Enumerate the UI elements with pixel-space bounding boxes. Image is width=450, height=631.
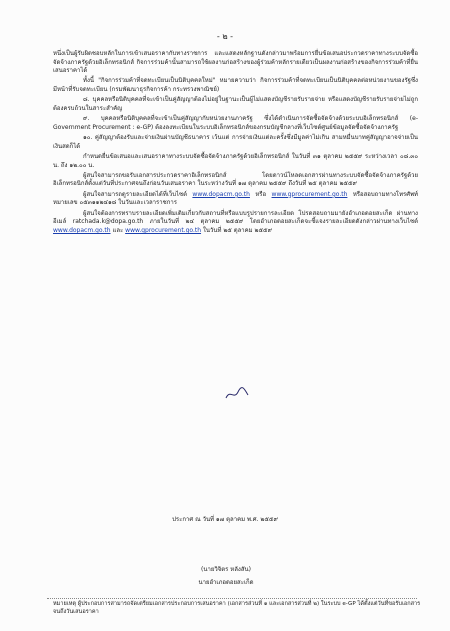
- paragraph-definition: ทั้งนี้ "กิจการร่วมค้าที่จดทะเบียนเป็นนิติบุคคลใหม่" หมายความว่า กิจการร่วมค้าที่จดทะเบียนเป็นนิติบุคคลต่อหน่วยงานของรัฐซึ่งมีหน้าที่รับจดทะเบียน (กรมพัฒนาธุรกิจการค้า กระทรวงพาณิชย์): [53, 77, 418, 94]
- paragraph-contact: ผู้สนใจต้องการทราบรายละเอียดเพิ่มเติมเกี่ยวกับสถานที่หรือแบบรูปรายการละเอียด โปรดสอบถามมายังอำเภอดอยสะเก็ด ผ่านทางอีเมล์ ratchada.k@dopa.go.th ภายในวันที่ ๒๔ ตุลาคม ๒๕๕๙ โดยอำเภอดอยสะเก็ดจะชี้แจงรายละเอียดดังกล่าวผ่านทางเว็บไซต์ www.dopacm.go.th และ www.gprocurement.go.th ในวันที่ ๒๕ ตุลาคม ๒๕๕๙: [53, 209, 418, 234]
- page-number: - ๒ -: [216, 32, 234, 41]
- contact-email[interactable]: ratchada.k@dopa.go.th: [72, 218, 144, 226]
- dopacm-link[interactable]: www.dopacm.go.th: [192, 190, 250, 198]
- dopacm-link-2[interactable]: www.dopacm.go.th: [53, 226, 111, 234]
- footnote: หมายเหตุ ผู้ประกอบการสามารถจัดเตรียมเอกสารประกอบการเสนอราคา (เอกสารส่วนที่ ๑ และเอกสารส่วนที่ ๒) ในระบบ e-GP ได้ตั้งแต่วันที่ขอรับเอกสารจนถึงวันเสนอราคา: [53, 601, 421, 615]
- announcement-date: ประกาศ ณ วันที่ ๑๗ ตุลาคม พ.ศ. ๒๕๕๙: [172, 516, 278, 523]
- paragraph-download: ผู้สนใจสามารถขอรับเอกสารประกวดราคาอิเล็กทรอนิกส์ โดยดาวน์โหลดเอกสารผ่านทางระบบจัดซื้อจัดจ้างภาครัฐด้วยอิเล็กทรอนิกส์ตั้งแต่วันที่ประกาศจนถึงก่อนวันเสนอราคา ในระหว่างวันที่ ๑๗ ตุลาคม ๒๕๕๙ ถึงวันที่ ๒๕ ตุลาคม ๒๕๕๙: [53, 171, 418, 188]
- footnote-divider: [47, 598, 417, 599]
- document-body: [53, 50, 418, 237]
- paragraph-item-10: ๑๐. คู่สัญญาต้องรับและจ่ายเงินผ่านบัญชีธนาคาร เว้นแต่ การจ่ายเงินแต่ละครั้งซึ่งมีมูลค่าไม่เกิน สามหมื่นบาทคู่สัญญาอาจจ่ายเป็นเงินสดก็ได้: [53, 134, 418, 150]
- signer-title: นายอำเภอดอยสะเก็ด: [198, 579, 254, 586]
- paragraph-joint-venture: หนึ่งเป็นผู้รับผิดชอบหลักในการเข้าเสนอราคากับทางราชการ และแสดงหลักฐานดังกล่าวมาพร้อมการยื่นข้อเสนอประกวดราคาทางระบบจัดซื้อจัดจ้างภาครัฐด้วยอิเล็กทรอนิกส์ กิจการร่วมค้านั้นสามารถใช้ผลงานก่อสร้างของผู้ร่วมค้าหลักรายเดียวเป็นผลงานก่อสร้างของกิจการร่วมค้าที่ยื่นเสนอราคาได้: [53, 50, 418, 75]
- paragraph-submission-date: กำหนดยื่นข้อเสนอและเสนอราคาทางระบบจัดซื้อจัดจ้างภาครัฐด้วยอิเล็กทรอนิกส์ ในวันที่ ๓๑ ตุลาคม ๒๕๕๙ ระหว่างเวลา ๐๘.๓๐ น. ถึง ๑๒.๐๐ น.: [53, 152, 418, 169]
- paragraph-website-info: ผู้สนใจสามารถดูรายละเอียดได้ที่เว็บไซต์ www.dopacm.go.th หรือ www.gprocurement.go.th หรือสอบถามทางโทรศัพท์หมายเลข ๐๕๓๑๑๒๔๑๘ ในวันและเวลาราชการ: [53, 190, 418, 207]
- paragraph-item-9: ๙. บุคคลหรือนิติบุคคลที่จะเข้าเป็นคู่สัญญากับหน่วยงานภาครัฐ ซึ่งได้ดำเนินการจัดซื้อจัดจ้างด้วยระบบอิเล็กทรอนิกส์ (e-Government Procurement : e-GP) ต้องลงทะเบียนในระบบอิเล็กทรอนิกส์ของกรมบัญชีกลางที่เว็บไซต์ศูนย์ข้อมูลจัดซื้อจัดจ้างภาครัฐ: [53, 115, 418, 131]
- gprocurement-link-2[interactable]: www.gprocurement.go.th: [125, 226, 202, 234]
- signer-name: (นายวิจิตร หลังสัน): [201, 566, 251, 573]
- paragraph-item-8: ๘. บุคคลหรือนิติบุคคลที่จะเข้าเป็นคู่สัญญาต้องไม่อยู่ในฐานะเป็นผู้ไม่แสดงบัญชีรายรับรายจ่าย หรือแสดงบัญชีรายรับรายจ่ายไม่ถูกต้องครบถ้วนในสาระสำคัญ: [53, 96, 418, 112]
- gprocurement-link[interactable]: www.gprocurement.go.th: [271, 190, 348, 198]
- signature-mark: [224, 386, 250, 402]
